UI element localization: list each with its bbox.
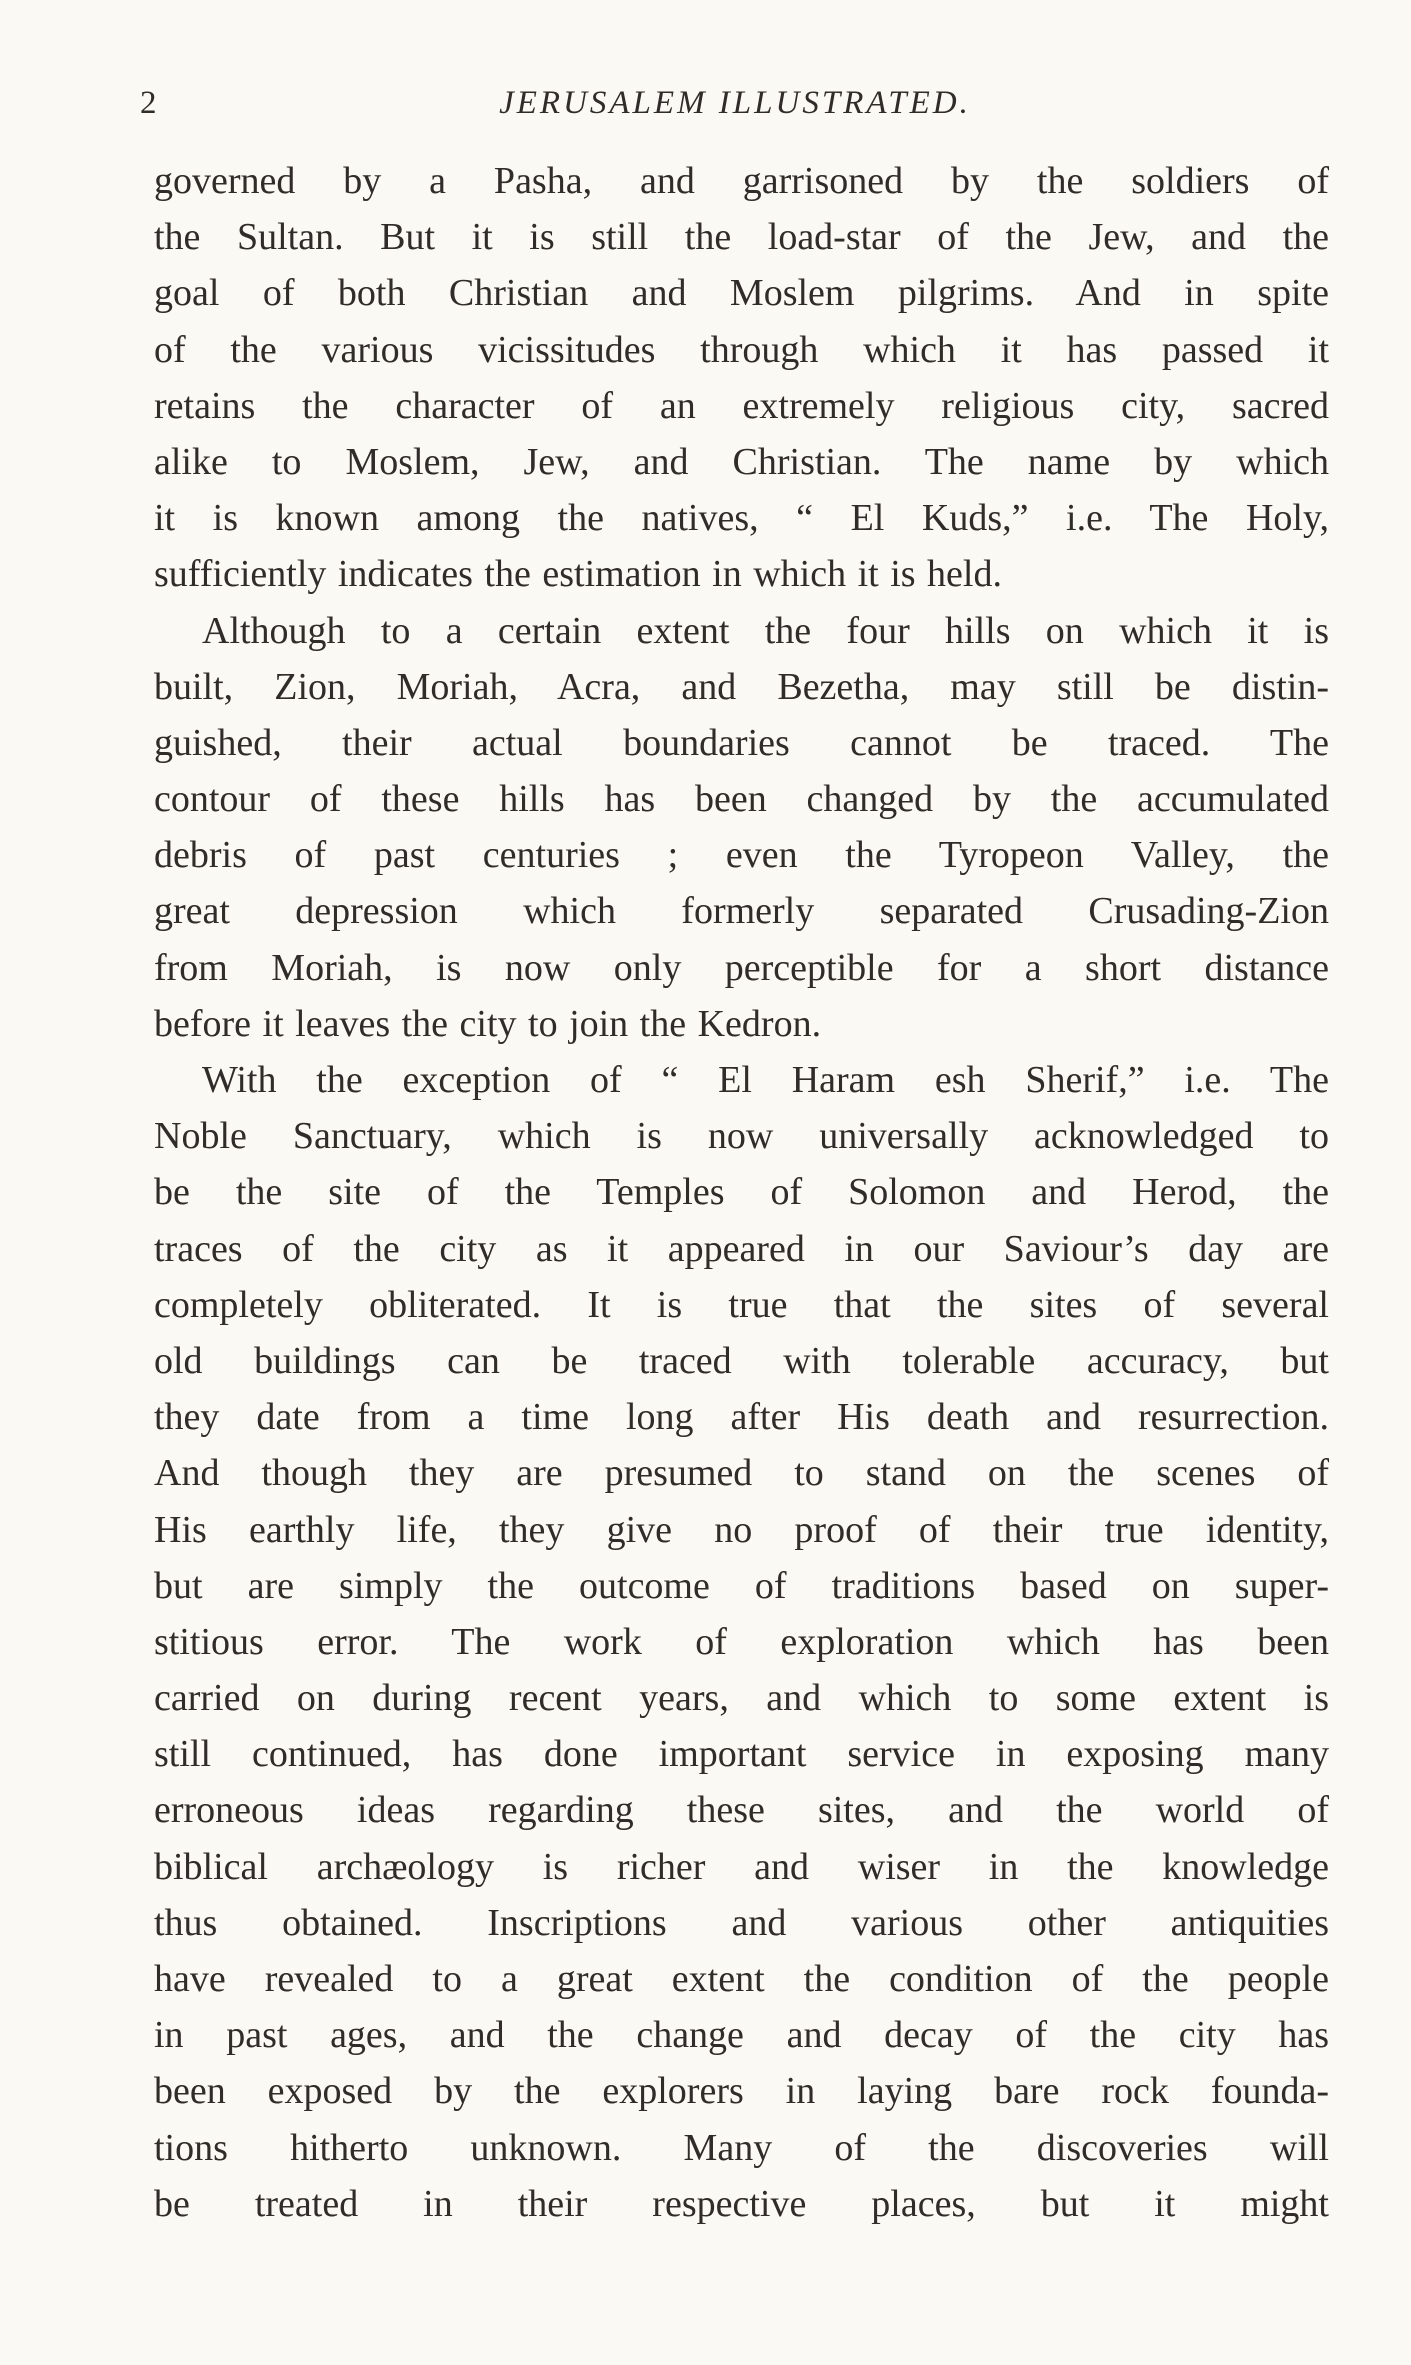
text-line: be treated in their respective places, but it might xyxy=(154,2182,1329,2225)
text-line: And though they are presumed to stand on the scenes of xyxy=(154,1452,1329,1495)
text-line: the Sultan. But it is still the load-star of the Jew, and the xyxy=(154,216,1329,259)
text-line: guished, their actual boundaries cannot be traced. The xyxy=(154,721,1329,764)
text-line: built, Zion, Moriah, Acra, and Bezetha, may still be distin- xyxy=(154,665,1329,708)
text-line: alike to Moslem, Jew, and Christian. The name by which xyxy=(154,440,1329,483)
text-line: With the exception of “ El Haram esh Sherif,” i.e. The xyxy=(202,1059,1329,1101)
text-line: goal of both Christian and Moslem pilgrims. And in spite xyxy=(154,272,1329,315)
text-line: His earthly life, they give no proof of their true identity, xyxy=(154,1508,1329,1551)
text-line: contour of these hills has been changed by the accumulated xyxy=(154,778,1329,821)
text-line: old buildings can be traced with tolerable accuracy, but xyxy=(154,1339,1329,1382)
text-line: Noble Sanctuary, which is now universally acknowledged to xyxy=(154,1115,1329,1158)
text-line: traces of the city as it appeared in our Saviour’s day are xyxy=(154,1227,1329,1270)
text-line: biblical archæology is richer and wiser in the knowledge xyxy=(154,1845,1329,1888)
paragraph xyxy=(154,153,1329,603)
text-line: they date from a time long after His death and resurrection. xyxy=(154,1396,1329,1439)
text-line: carried on during recent years, and which to some extent is xyxy=(154,1677,1329,1720)
text-line: in past ages, and the change and decay of the city has xyxy=(154,2014,1329,2057)
page-number: 2 xyxy=(140,85,157,121)
text-line: great depression which formerly separated Crusading-Zion xyxy=(154,890,1329,933)
text-line: but are simply the outcome of traditions based on super- xyxy=(154,1564,1329,1607)
text-line: have revealed to a great extent the condition of the people xyxy=(154,1958,1329,2000)
text-line: before it leaves the city to join the Kedron. xyxy=(154,1002,822,1045)
text-line: it is known among the natives, “ El Kuds,” i.e. The Holy, xyxy=(154,497,1329,540)
text-line: debris of past centuries ; even the Tyropeon Valley, the xyxy=(154,834,1329,877)
body-text xyxy=(154,153,1329,2232)
text-line: sufficiently indicates the estimation in which it is held. xyxy=(154,553,1002,596)
text-line: still continued, has done important service in exposing many xyxy=(154,1733,1329,1776)
text-line: stitious error. The work of exploration which has been xyxy=(154,1620,1329,1663)
text-line: be the site of the Temples of Solomon and Herod, the xyxy=(154,1171,1329,1214)
text-line: been exposed by the explorers in laying bare rock founda- xyxy=(154,2070,1329,2113)
text-line: of the various vicissitudes through which it has passed it xyxy=(154,328,1329,371)
text-line: retains the character of an extremely religious city, sacred xyxy=(154,384,1329,427)
text-line: from Moriah, is now only perceptible for a short distance xyxy=(154,946,1329,989)
text-line: thus obtained. Inscriptions and various other antiquities xyxy=(154,1901,1329,1944)
text-line: tions hitherto unknown. Many of the discoveries will xyxy=(154,2126,1329,2169)
paragraph xyxy=(154,603,1329,1053)
text-line: governed by a Pasha, and garrisoned by the soldiers of xyxy=(154,160,1329,202)
running-head-title: JERUSALEM ILLUSTRATED. xyxy=(499,85,971,121)
text-line: Although to a certain extent the four hills on which it is xyxy=(202,609,1329,652)
running-head xyxy=(140,78,1330,128)
text-line: completely obliterated. It is true that the sites of several xyxy=(154,1283,1329,1326)
paragraph xyxy=(154,1052,1329,2232)
text-line: erroneous ideas regarding these sites, and the world of xyxy=(154,1789,1329,1832)
